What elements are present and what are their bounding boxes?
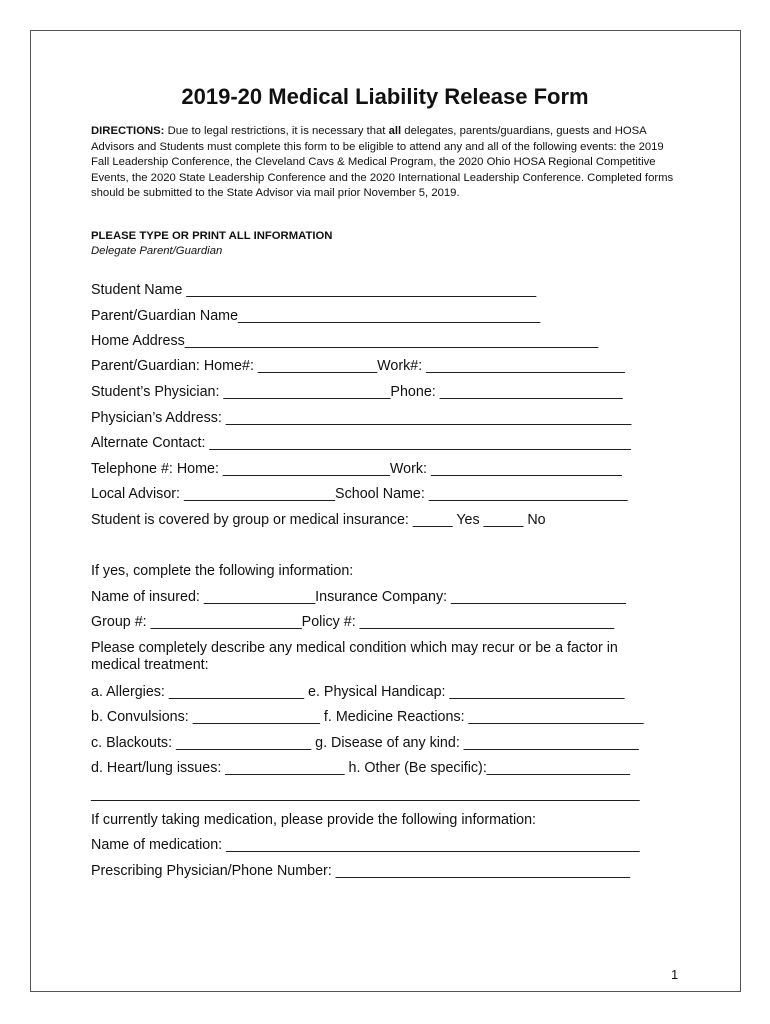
conditions-row-a[interactable]: a. Allergies: _________________ e. Physical Handicap: ______________________ <box>91 684 625 700</box>
prescriber-field[interactable]: Prescribing Physician/Phone Number: _____________________________________ <box>91 863 630 879</box>
conditions-blank-line[interactable]: _____________________________________________________________________ <box>91 786 640 802</box>
print-instruction: PLEASE TYPE OR PRINT ALL INFORMATION <box>91 230 333 242</box>
form-title: 2019-20 Medical Liability Release Form <box>181 84 589 109</box>
page-number: 1 <box>671 967 679 982</box>
alternate-contact-field[interactable]: Alternate Contact: _____________________________________________________ <box>91 435 631 451</box>
home-address-field[interactable]: Home Address____________________________________________________ <box>91 333 599 349</box>
conditions-intro: Please completely describe any medical condition which may recur or be a factor in medical treatment: <box>91 640 618 673</box>
parent-name-field[interactable]: Parent/Guardian Name______________________________________ <box>91 308 541 324</box>
directions-label: DIRECTIONS: <box>91 125 165 137</box>
group-policy-field[interactable]: Group #: ___________________Policy #: ________________________________ <box>91 614 615 630</box>
parent-phone-field[interactable]: Parent/Guardian: Home#: _______________Work#: _________________________ <box>91 358 625 374</box>
telephone-field[interactable]: Telephone #: Home: _____________________Work: ________________________ <box>91 461 622 477</box>
directions-text-before: Due to legal restrictions, it is necessary that <box>164 125 389 137</box>
conditions-row-c[interactable]: c. Blackouts: _________________ g. Disease of any kind: ______________________ <box>91 735 639 751</box>
medication-intro: If currently taking medication, please provide the following information: <box>91 812 537 828</box>
directions-bold-word: all <box>388 125 402 137</box>
physician-field[interactable]: Student’s Physician: _____________________Phone: _______________________ <box>91 384 623 400</box>
insurance-question-field[interactable]: Student is covered by group or medical insurance: _____ Yes _____ No <box>91 512 546 528</box>
physician-address-field[interactable]: Physician’s Address: ___________________________________________________ <box>91 410 632 426</box>
directions-text-after: delegates, parents/guardians, guests and HOSA Advisors and Students must complete this form to be eligible to attend any and all of the following events: the 2019 Fall Leadership Conference, the Cleveland Cavs & Medical Program, the 2020 Ohio HOSA Regional Competitive Events, the 2020 State Leadership Conference and the 2020 International Leadership Conference. Completed forms should be submitted to the State Advisor via mail prior November 5, 2019. <box>91 125 674 200</box>
conditions-row-b[interactable]: b. Convulsions: ________________ f. Medicine Reactions: ______________________ <box>91 709 644 725</box>
insurance-intro: If yes, complete the following information: <box>91 563 354 579</box>
insured-field[interactable]: Name of insured: ______________Insurance Company: ______________________ <box>91 589 626 605</box>
local-advisor-field[interactable]: Local Advisor: ___________________School Name: _________________________ <box>91 486 628 502</box>
conditions-row-d[interactable]: d. Heart/lung issues: _______________ h. Other (Be specific):__________________ <box>91 760 630 776</box>
student-name-field[interactable]: Student Name ____________________________________________ <box>91 282 537 298</box>
print-subtitle: Delegate Parent/Guardian <box>91 245 223 257</box>
directions-paragraph <box>91 124 681 202</box>
medication-name-field[interactable]: Name of medication: ____________________________________________________ <box>91 837 640 853</box>
